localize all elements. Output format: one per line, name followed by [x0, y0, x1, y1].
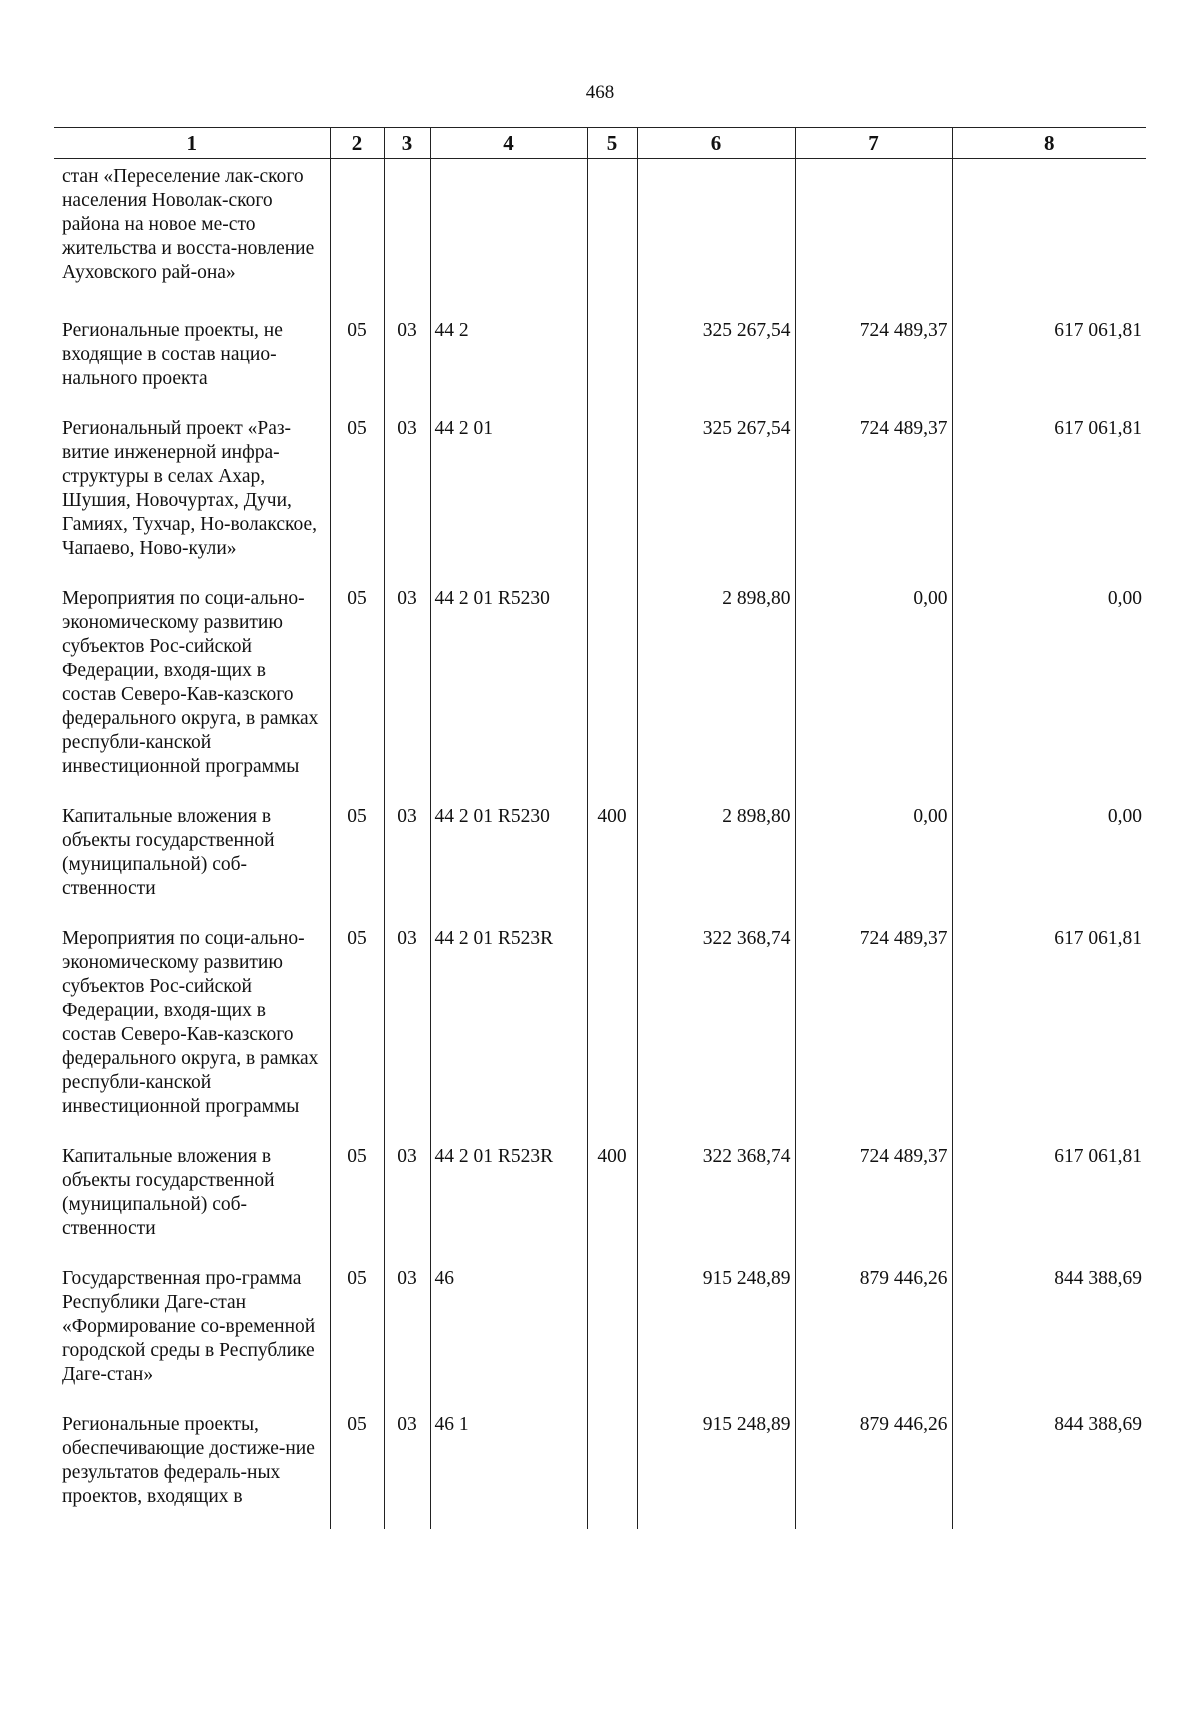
column-header: 4	[430, 128, 587, 159]
section-code: 05	[330, 1141, 384, 1263]
amount-col8: 0,00	[952, 583, 1146, 801]
column-header: 3	[384, 128, 430, 159]
section-code: 05	[330, 413, 384, 583]
target-article-code: 44 2 01 R523R	[430, 1141, 587, 1263]
amount-col7: 0,00	[795, 583, 952, 801]
row-name: Капитальные вложения в объекты государственной (муниципальной) соб-ственности	[62, 806, 275, 899]
table-row	[54, 801, 1146, 923]
amount-col6: 322 368,74	[637, 1141, 795, 1263]
row-name: Региональный проект «Раз-витие инженерной инфра-структуры в селах Ахар, Шушия, Новочуртах, Дучи, Гамиях, Тухчар, Но-волакское, Чапаево, Ново-кули»	[62, 418, 318, 559]
subsection-code: 03	[384, 583, 430, 801]
table-row	[54, 1263, 1146, 1409]
expense-type-code	[587, 159, 637, 316]
amount-col7: 724 489,37	[795, 315, 952, 413]
section-code: 05	[330, 1263, 384, 1409]
page-number: 468	[585, 82, 615, 103]
section-code: 05	[330, 801, 384, 923]
column-header: 6	[637, 128, 795, 159]
column-header: 8	[952, 128, 1146, 159]
target-article-code: 44 2	[430, 315, 587, 413]
row-name: Государственная про-грамма Республики Даге-стан «Формирование со-временной городской среды в Республике Даге-стан»	[62, 1268, 316, 1385]
expense-type-code	[587, 1263, 637, 1409]
subsection-code: 03	[384, 315, 430, 413]
amount-col7: 724 489,37	[795, 923, 952, 1141]
row-name: Мероприятия по соци-ально-экономическому развитию субъектов Рос-сийской Федерации, входя-щих в состав Северо-Кав-казского федерального округа, в рамках республи-канской инвестиционной программы	[62, 588, 319, 777]
amount-col6	[637, 159, 795, 316]
table-row	[54, 1409, 1146, 1529]
section-code: 05	[330, 1409, 384, 1529]
target-article-code: 44 2 01	[430, 413, 587, 583]
expense-type-code	[587, 413, 637, 583]
subsection-code: 03	[384, 1141, 430, 1263]
column-header: 7	[795, 128, 952, 159]
amount-col7: 879 446,26	[795, 1409, 952, 1529]
column-header: 1	[54, 128, 330, 159]
amount-col6: 2 898,80	[637, 583, 795, 801]
target-article-code	[430, 159, 587, 316]
expense-type-code	[587, 315, 637, 413]
section-code: 05	[330, 315, 384, 413]
table-row	[54, 1141, 1146, 1263]
expense-type-code	[587, 1409, 637, 1529]
row-name: Капитальные вложения в объекты государственной (муниципальной) соб-ственности	[62, 1146, 275, 1239]
header-row	[54, 128, 1146, 159]
table-row	[54, 159, 1146, 316]
amount-col8	[952, 159, 1146, 316]
expense-type-code	[587, 923, 637, 1141]
row-name: стан «Переселение лак-ского населения Новолак-ского района на новое ме-сто жительства и восста-новление Ауховского рай-она»	[62, 166, 315, 283]
amount-col7	[795, 159, 952, 316]
amount-col6: 325 267,54	[637, 315, 795, 413]
subsection-code: 03	[384, 801, 430, 923]
target-article-code: 44 2 01 R5230	[430, 801, 587, 923]
amount-col8: 844 388,69	[952, 1263, 1146, 1409]
amount-col6: 915 248,89	[637, 1263, 795, 1409]
target-article-code: 46 1	[430, 1409, 587, 1529]
amount-col8: 617 061,81	[952, 413, 1146, 583]
target-article-code: 44 2 01 R5230	[430, 583, 587, 801]
expense-type-code: 400	[587, 801, 637, 923]
amount-col8: 844 388,69	[952, 1409, 1146, 1529]
subsection-code: 03	[384, 1263, 430, 1409]
amount-col8: 0,00	[952, 801, 1146, 923]
amount-col6: 322 368,74	[637, 923, 795, 1141]
section-code: 05	[330, 583, 384, 801]
row-name: Региональные проекты, обеспечивающие достиже-ние результатов федераль-ных проектов, входящих в	[62, 1414, 315, 1507]
column-header: 5	[587, 128, 637, 159]
section-code: 05	[330, 923, 384, 1141]
amount-col7: 724 489,37	[795, 413, 952, 583]
table-row	[54, 583, 1146, 801]
section-code	[330, 159, 384, 316]
amount-col7: 0,00	[795, 801, 952, 923]
amount-col6: 2 898,80	[637, 801, 795, 923]
budget-table	[54, 127, 1146, 1529]
amount-col8: 617 061,81	[952, 1141, 1146, 1263]
expense-type-code: 400	[587, 1141, 637, 1263]
table-row	[54, 315, 1146, 413]
column-header: 2	[330, 128, 384, 159]
subsection-code	[384, 159, 430, 316]
subsection-code: 03	[384, 923, 430, 1141]
amount-col8: 617 061,81	[952, 315, 1146, 413]
subsection-code: 03	[384, 1409, 430, 1529]
amount-col6: 325 267,54	[637, 413, 795, 583]
table-body	[54, 159, 1146, 1530]
table-header	[54, 128, 1146, 159]
subsection-code: 03	[384, 413, 430, 583]
table-row	[54, 413, 1146, 583]
amount-col7: 724 489,37	[795, 1141, 952, 1263]
amount-col6: 915 248,89	[637, 1409, 795, 1529]
target-article-code: 46	[430, 1263, 587, 1409]
row-name: Мероприятия по соци-ально-экономическому развитию субъектов Рос-сийской Федерации, входя-щих в состав Северо-Кав-казского федерального округа, в рамках республи-канской инвестиционной программы	[62, 928, 319, 1117]
target-article-code: 44 2 01 R523R	[430, 923, 587, 1141]
amount-col8: 617 061,81	[952, 923, 1146, 1141]
amount-col7: 879 446,26	[795, 1263, 952, 1409]
expense-type-code	[587, 583, 637, 801]
row-name: Региональные проекты, не входящие в состав нацио-нального проекта	[62, 320, 283, 389]
table-row	[54, 923, 1146, 1141]
